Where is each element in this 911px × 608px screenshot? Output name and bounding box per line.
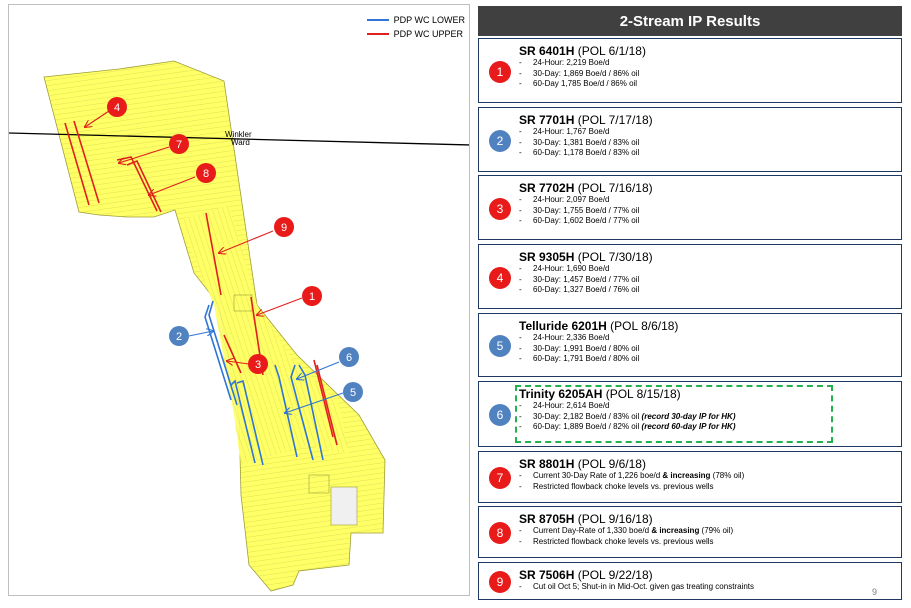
well-stat-row: - 30-Day: 1,755 Boe/d / 77% oil [519, 205, 640, 215]
well-name: SR 9305H [519, 250, 575, 264]
map-marker-label: 1 [308, 291, 316, 303]
well-stat-row: - 24-Hour: 2,097 Boe/d [519, 195, 610, 204]
well-stat-row: - 30-Day: 1,869 Boe/d / 86% oil [519, 68, 640, 78]
well-title [519, 387, 736, 401]
acreage-map-canvas [9, 5, 470, 596]
stat-record-note: (record 30-day IP for HK) [641, 411, 736, 421]
well-number-badge: 5 [489, 335, 511, 357]
stat-label: 24-Hour: [533, 195, 565, 204]
well-stat-row: - Restricted flowback choke levels vs. previous wells [519, 481, 714, 491]
well-card-body [519, 250, 653, 296]
well-card-8 [478, 506, 902, 558]
well-card-body [519, 512, 733, 547]
well-card-6 [478, 381, 902, 447]
well-pol-date: (POL 9/6/18) [577, 457, 646, 471]
stat-label: 24-Hour: [533, 127, 565, 136]
well-stat-row: - 24-Hour: 2,219 Boe/d [519, 58, 610, 67]
well-stat-row: - 60-Day: 1,889 Boe/d / 82% oil (record 60-day IP for HK) [519, 422, 736, 431]
stat-label: Current 30-Day Rate of 1,226 boe/d [533, 471, 661, 480]
well-card-body [519, 113, 653, 159]
map-marker-4[interactable] [107, 97, 127, 117]
legend-swatch-blue [367, 19, 389, 21]
well-card-1 [478, 38, 902, 103]
stat-value: 1,869 Boe/d / 86% oil [563, 68, 640, 78]
stat-label: Restricted flowback choke levels vs. previous wells [533, 536, 714, 546]
well-name: SR 7701H [519, 113, 575, 127]
well-stat-row: - 60-Day: 1,602 Boe/d / 77% oil [519, 216, 640, 225]
well-pol-date: (POL 9/22/18) [577, 568, 653, 582]
well-pol-date: (POL 7/30/18) [577, 250, 653, 264]
stat-label: 60-Day: [533, 285, 562, 294]
stat-value: 1,381 Boe/d / 83% oil [563, 137, 640, 147]
well-title [519, 319, 678, 333]
well-name: SR 6401H [519, 44, 575, 58]
stat-label: 24-Hour: [533, 333, 565, 342]
well-card-body [519, 181, 653, 227]
stat-label: 60-Day: [533, 422, 562, 431]
legend-item-upper [367, 27, 465, 41]
stat-value: 1,602 Boe/d / 77% oil [563, 216, 640, 225]
well-title [519, 512, 733, 526]
well-title [519, 250, 653, 264]
stat-value: 2,182 Boe/d / 83% oil [563, 411, 640, 421]
stat-label: 60-Day: [533, 216, 562, 225]
well-number-badge: 6 [489, 404, 511, 426]
well-pol-date: (POL 8/6/18) [610, 319, 679, 333]
well-pol-date: (POL 6/1/18) [577, 44, 646, 58]
well-stat-row: - 30-Day: 2,182 Boe/d / 83% oil (record 30-day IP for HK) [519, 411, 736, 421]
well-stat-row: - Current Day-Rate of 1,330 boe/d & increasing (79% oil) [519, 526, 734, 535]
stat-value: 1,889 Boe/d / 82% oil [563, 422, 640, 431]
stat-label: 24-Hour: [533, 264, 565, 273]
map-marker-label: 6 [345, 352, 353, 364]
well-number-badge: 2 [489, 130, 511, 152]
map-marker-label: 3 [254, 359, 262, 371]
stat-label: 30-Day: [533, 205, 562, 215]
well-stat-row: - 30-Day: 1,991 Boe/d / 80% oil [519, 343, 640, 353]
well-card-2 [478, 107, 902, 172]
stat-value: 2,336 Boe/d [566, 333, 610, 342]
stat-label: 60-Day 1,785 Boe/d / 86% oil [533, 79, 638, 88]
well-stat-row: - Cut oil Oct 5; Shut-in in Mid-Oct. given gas treating constraints [519, 582, 754, 591]
tract-block [331, 487, 357, 525]
stat-value: 1,457 Boe/d / 77% oil [563, 274, 640, 284]
map-marker-7[interactable] [169, 134, 189, 154]
well-title [519, 181, 653, 195]
stat-value: 1,991 Boe/d / 80% oil [563, 343, 640, 353]
well-stat-row: - Restricted flowback choke levels vs. previous wells [519, 536, 714, 546]
map-marker-label: 8 [202, 168, 210, 180]
well-card-7 [478, 451, 902, 503]
stat-label: 30-Day: [533, 68, 562, 78]
map-marker-5[interactable] [343, 382, 363, 402]
well-card-body [519, 457, 744, 492]
well-pol-date: (POL 7/16/18) [577, 181, 653, 195]
well-name: SR 8705H [519, 512, 575, 526]
map-legend [367, 13, 465, 41]
stat-label: Current Day-Rate of 1,330 boe/d [533, 526, 650, 535]
map-marker-2[interactable] [169, 326, 189, 346]
well-number-badge: 4 [489, 267, 511, 289]
well-stat-row: - 24-Hour: 1,690 Boe/d [519, 264, 610, 273]
well-card-3 [478, 175, 902, 240]
stat-value: 1,755 Boe/d / 77% oil [563, 205, 640, 215]
stat-label: 24-Hour: [533, 58, 565, 67]
stat-label: Cut oil Oct 5; Shut-in in Mid-Oct. given gas treating constraints [533, 582, 754, 591]
well-name: Trinity 6205AH [519, 387, 603, 401]
well-card-body [519, 568, 754, 593]
map-marker-3[interactable] [248, 354, 268, 374]
stat-value: 2,219 Boe/d [566, 58, 610, 67]
stat-label: 30-Day: [533, 343, 562, 353]
acreage-map [8, 4, 470, 596]
map-marker-label: 9 [280, 222, 288, 234]
well-name: Telluride 6201H [519, 319, 607, 333]
well-stat-row: - Current 30-Day Rate of 1,226 boe/d & increasing (78% oil) [519, 471, 745, 480]
acreage-inner-grid [179, 205, 349, 465]
well-stat-row: - 60-Day 1,785 Boe/d / 86% oil [519, 79, 638, 88]
legend-label: PDP WC LOWER [393, 15, 465, 25]
stat-value: 1,327 Boe/d / 76% oil [563, 285, 640, 294]
map-marker-label: 4 [113, 102, 121, 114]
stat-trend: & increasing [662, 471, 711, 480]
well-title [519, 457, 744, 471]
well-stat-row: - 30-Day: 1,381 Boe/d / 83% oil [519, 137, 640, 147]
stat-label: Restricted flowback choke levels vs. previous wells [533, 481, 714, 491]
well-title [519, 113, 653, 127]
well-number-badge: 8 [489, 522, 511, 544]
stat-value: 1,690 Boe/d [566, 264, 610, 273]
well-pol-date: (POL 7/17/18) [577, 113, 653, 127]
stat-record-note: (record 60-day IP for HK) [641, 422, 736, 431]
stat-value: 1,791 Boe/d / 80% oil [563, 354, 640, 363]
county-label-winkler: Winkler [225, 130, 252, 139]
stat-label: 24-Hour: [533, 401, 565, 410]
well-number-badge: 7 [489, 467, 511, 489]
county-label-ward: Ward [231, 138, 250, 147]
stat-label: 30-Day: [533, 411, 562, 421]
well-stat-row: - 30-Day: 1,457 Boe/d / 77% oil [519, 274, 640, 284]
well-card-body [519, 44, 646, 90]
well-card-4 [478, 244, 902, 309]
legend-swatch-red [367, 33, 389, 35]
well-stat-row: - 24-Hour: 2,336 Boe/d [519, 333, 610, 342]
map-marker-9[interactable] [274, 217, 294, 237]
map-marker-1[interactable] [302, 286, 322, 306]
page-number: 9 [872, 587, 878, 597]
well-card-body [519, 387, 736, 433]
well-card-body [519, 319, 678, 365]
stat-label: 30-Day: [533, 137, 562, 147]
stat-value: 2,097 Boe/d [566, 195, 610, 204]
map-marker-label: 2 [175, 331, 183, 343]
stat-value: 2,614 Boe/d [566, 401, 610, 410]
legend-label: PDP WC UPPER [393, 29, 464, 39]
results-title: 2-Stream IP Results [478, 6, 902, 36]
map-marker-label: 5 [349, 387, 357, 399]
well-card-9 [478, 562, 902, 600]
well-pol-date: (POL 9/16/18) [577, 512, 653, 526]
well-stat-row: - 60-Day: 1,327 Boe/d / 76% oil [519, 285, 640, 294]
map-marker-8[interactable] [196, 163, 216, 183]
well-card-5 [478, 313, 902, 377]
well-title [519, 568, 754, 582]
well-name: SR 8801H [519, 457, 575, 471]
well-title [519, 44, 646, 58]
well-pol-date: (POL 8/15/18) [605, 387, 681, 401]
map-marker-6[interactable] [339, 347, 359, 367]
well-number-badge: 9 [489, 571, 511, 593]
legend-item-lower [367, 13, 465, 27]
well-number-badge: 1 [489, 61, 511, 83]
well-stat-row: - 60-Day: 1,178 Boe/d / 83% oil [519, 148, 640, 157]
well-name: SR 7702H [519, 181, 575, 195]
stat-value: 1,178 Boe/d / 83% oil [563, 148, 640, 157]
stat-label: 60-Day: [533, 354, 562, 363]
well-stat-row: - 24-Hour: 1,767 Boe/d [519, 127, 610, 136]
well-name: SR 7506H [519, 568, 575, 582]
well-stat-row: - 60-Day: 1,791 Boe/d / 80% oil [519, 354, 640, 363]
stat-label: 30-Day: [533, 274, 562, 284]
stat-label: 60-Day: [533, 148, 562, 157]
stat-value: 1,767 Boe/d [566, 127, 610, 136]
stat-trend: & increasing [651, 526, 700, 535]
well-stat-row: - 24-Hour: 2,614 Boe/d [519, 401, 610, 410]
well-number-badge: 3 [489, 198, 511, 220]
map-marker-label: 7 [175, 139, 183, 151]
